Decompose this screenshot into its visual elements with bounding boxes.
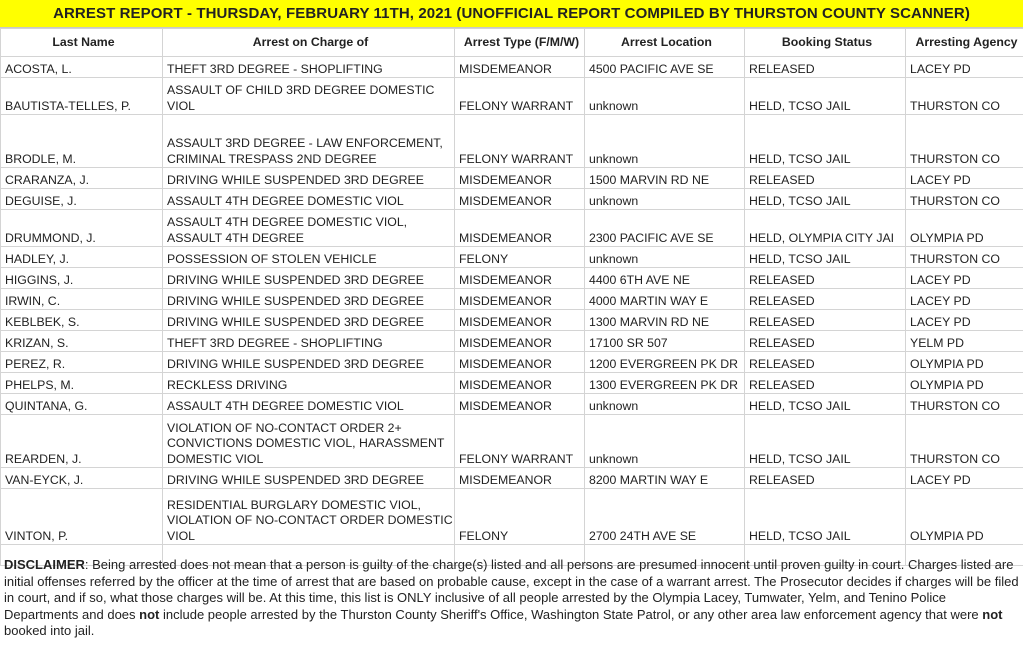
cell-arrest-type: FELONY — [455, 489, 585, 545]
cell-agency: THURSTON CO — [906, 415, 1023, 468]
cell-arrest-type: MISDEMEANOR — [455, 310, 585, 331]
table-row — [1, 115, 1023, 168]
column-header-last-name: Last Name — [1, 29, 163, 57]
cell-booking-status: HELD, TCSO JAIL — [745, 115, 906, 168]
cell-arrest-type: FELONY — [455, 247, 585, 268]
column-header-charge: Arrest on Charge of — [163, 29, 455, 57]
table-row — [1, 415, 1023, 468]
cell-last-name: IRWIN, C. — [1, 289, 163, 310]
cell-charge: RECKLESS DRIVING — [163, 373, 455, 394]
cell-agency: OLYMPIA PD — [906, 210, 1023, 247]
cell-agency: THURSTON CO — [906, 247, 1023, 268]
table-row — [1, 331, 1023, 352]
table-row — [1, 310, 1023, 331]
cell-booking-status: RELEASED — [745, 310, 906, 331]
disclaimer-text — [4, 557, 1019, 640]
table-row — [1, 352, 1023, 373]
cell-booking-status: HELD, TCSO JAIL — [745, 415, 906, 468]
column-header-agency: Arresting Agency — [906, 29, 1023, 57]
cell-location: 1300 MARVIN RD NE — [585, 310, 745, 331]
cell-last-name: KRIZAN, S. — [1, 331, 163, 352]
table-row — [1, 489, 1023, 545]
cell-location: 2300 PACIFIC AVE SE — [585, 210, 745, 247]
cell-booking-status: RELEASED — [745, 168, 906, 189]
cell-charge: POSSESSION OF STOLEN VEHICLE — [163, 247, 455, 268]
cell-agency: LACEY PD — [906, 268, 1023, 289]
cell-booking-status: RELEASED — [745, 352, 906, 373]
table-row — [1, 394, 1023, 415]
cell-booking-status: HELD, TCSO JAIL — [745, 489, 906, 545]
cell-arrest-type: MISDEMEANOR — [455, 289, 585, 310]
cell-arrest-type: MISDEMEANOR — [455, 331, 585, 352]
cell-booking-status: RELEASED — [745, 373, 906, 394]
cell-agency: OLYMPIA PD — [906, 489, 1023, 545]
cell-location: unknown — [585, 115, 745, 168]
cell-charge: DRIVING WHILE SUSPENDED 3RD DEGREE — [163, 268, 455, 289]
cell-agency: OLYMPIA PD — [906, 352, 1023, 373]
cell-charge: DRIVING WHILE SUSPENDED 3RD DEGREE — [163, 289, 455, 310]
cell-arrest-type: MISDEMEANOR — [455, 373, 585, 394]
cell-location: unknown — [585, 394, 745, 415]
cell-arrest-type: FELONY WARRANT — [455, 115, 585, 168]
cell-last-name: CRARANZA, J. — [1, 168, 163, 189]
cell-booking-status: RELEASED — [745, 289, 906, 310]
cell-last-name: QUINTANA, G. — [1, 394, 163, 415]
cell-location: unknown — [585, 189, 745, 210]
cell-last-name: VAN-EYCK, J. — [1, 468, 163, 489]
cell-charge: DRIVING WHILE SUSPENDED 3RD DEGREE — [163, 468, 455, 489]
table-row — [1, 468, 1023, 489]
table-row — [1, 168, 1023, 189]
disclaimer-emphasis-1: not — [139, 606, 160, 622]
cell-arrest-type: MISDEMEANOR — [455, 268, 585, 289]
cell-last-name: PEREZ, R. — [1, 352, 163, 373]
column-header-booking-status: Booking Status — [745, 29, 906, 57]
cell-arrest-type: FELONY WARRANT — [455, 78, 585, 115]
column-header-arrest-type: Arrest Type (F/M/W) — [455, 29, 585, 57]
cell-charge: ASSAULT 4TH DEGREE DOMESTIC VIOL — [163, 189, 455, 210]
cell-last-name: HIGGINS, J. — [1, 268, 163, 289]
table-row — [1, 247, 1023, 268]
cell-charge: ASSAULT 4TH DEGREE DOMESTIC VIOL, ASSAULT 4TH DEGREE — [163, 210, 455, 247]
cell-last-name: HADLEY, J. — [1, 247, 163, 268]
cell-charge: DRIVING WHILE SUSPENDED 3RD DEGREE — [163, 168, 455, 189]
cell-arrest-type: MISDEMEANOR — [455, 168, 585, 189]
cell-last-name: DEGUISE, J. — [1, 189, 163, 210]
table-row — [1, 189, 1023, 210]
cell-agency: OLYMPIA PD — [906, 373, 1023, 394]
cell-charge: DRIVING WHILE SUSPENDED 3RD DEGREE — [163, 352, 455, 373]
cell-last-name: DRUMMOND, J. — [1, 210, 163, 247]
cell-location: 4000 MARTIN WAY E — [585, 289, 745, 310]
disclaimer-part-1: : Being arrested does not mean that a person is guilty of the charge(s) listed and all persons are presumed innocent until proven guilty in court. Charges listed are initial offenses referred by the officer at the time of arrest that are based on probable cause, except in the case of a warrant arrest. The Prosecutor decides if charges will be filed in court, and if so, what those charges will be. At this time, this list is ONLY inclusive of all people arrested by the Olympia Lacey, Tumwater, Yelm, and Tenino Police Departments and does — [4, 557, 1019, 622]
table-row — [1, 373, 1023, 394]
cell-charge: THEFT 3RD DEGREE - SHOPLIFTING — [163, 57, 455, 78]
report-title: ARREST REPORT - THURSDAY, FEBRUARY 11TH, 2021 (UNOFFICIAL REPORT COMPILED BY THURSTON COUNTY SCANNER) — [0, 0, 1023, 28]
cell-arrest-type: MISDEMEANOR — [455, 394, 585, 415]
cell-agency: THURSTON CO — [906, 78, 1023, 115]
cell-last-name: ACOSTA, L. — [1, 57, 163, 78]
cell-booking-status: HELD, TCSO JAIL — [745, 247, 906, 268]
cell-location: 4400 6TH AVE NE — [585, 268, 745, 289]
cell-booking-status: RELEASED — [745, 57, 906, 78]
cell-agency: YELM PD — [906, 331, 1023, 352]
cell-arrest-type: FELONY WARRANT — [455, 415, 585, 468]
cell-last-name: BAUTISTA-TELLES, P. — [1, 78, 163, 115]
cell-booking-status: HELD, TCSO JAIL — [745, 78, 906, 115]
cell-location: unknown — [585, 247, 745, 268]
cell-location: unknown — [585, 78, 745, 115]
table-row — [1, 289, 1023, 310]
cell-location: 4500 PACIFIC AVE SE — [585, 57, 745, 78]
cell-arrest-type: MISDEMEANOR — [455, 210, 585, 247]
table-row — [1, 78, 1023, 115]
cell-location: 1300 EVERGREEN PK DR — [585, 373, 745, 394]
table-row — [1, 210, 1023, 247]
cell-arrest-type: MISDEMEANOR — [455, 189, 585, 210]
cell-last-name: BRODLE, M. — [1, 115, 163, 168]
cell-location: 2700 24TH AVE SE — [585, 489, 745, 545]
disclaimer-label: DISCLAIMER — [4, 557, 85, 572]
cell-booking-status: HELD, TCSO JAIL — [745, 189, 906, 210]
cell-arrest-type: MISDEMEANOR — [455, 57, 585, 78]
cell-booking-status: HELD, TCSO JAIL — [745, 394, 906, 415]
cell-location: 8200 MARTIN WAY E — [585, 468, 745, 489]
cell-agency: LACEY PD — [906, 310, 1023, 331]
cell-booking-status: RELEASED — [745, 331, 906, 352]
cell-agency: THURSTON CO — [906, 115, 1023, 168]
cell-agency: LACEY PD — [906, 168, 1023, 189]
cell-booking-status: HELD, OLYMPIA CITY JAI — [745, 210, 906, 247]
cell-charge: THEFT 3RD DEGREE - SHOPLIFTING — [163, 331, 455, 352]
cell-location: 17100 SR 507 — [585, 331, 745, 352]
cell-last-name: VINTON, P. — [1, 489, 163, 545]
cell-booking-status: RELEASED — [745, 468, 906, 489]
cell-agency: LACEY PD — [906, 289, 1023, 310]
arrest-table — [0, 28, 1023, 566]
cell-arrest-type: MISDEMEANOR — [455, 468, 585, 489]
cell-last-name: KEBLBEK, S. — [1, 310, 163, 331]
column-header-location: Arrest Location — [585, 29, 745, 57]
disclaimer-emphasis-2: not — [982, 606, 1003, 622]
cell-last-name: REARDEN, J. — [1, 415, 163, 468]
cell-agency: THURSTON CO — [906, 189, 1023, 210]
cell-booking-status: RELEASED — [745, 268, 906, 289]
cell-agency: LACEY PD — [906, 57, 1023, 78]
cell-charge: ASSAULT 3RD DEGREE - LAW ENFORCEMENT, CRIMINAL TRESPASS 2ND DEGREE — [163, 115, 455, 168]
disclaimer-part-2: include people arrested by the Thurston County Sheriff's Office, Washington State Patrol, or any other area law enforcement agency that were — [159, 606, 983, 622]
cell-charge: ASSAULT 4TH DEGREE DOMESTIC VIOL — [163, 394, 455, 415]
disclaimer-part-3: booked into jail. — [4, 623, 95, 639]
table-row — [1, 57, 1023, 78]
cell-charge: DRIVING WHILE SUSPENDED 3RD DEGREE — [163, 310, 455, 331]
table-row — [1, 268, 1023, 289]
cell-charge: VIOLATION OF NO-CONTACT ORDER 2+ CONVICTIONS DOMESTIC VIOL, HARASSMENT DOMESTIC VIOL — [163, 415, 455, 468]
header-row — [1, 29, 1023, 57]
cell-last-name: PHELPS, M. — [1, 373, 163, 394]
cell-location: 1200 EVERGREEN PK DR — [585, 352, 745, 373]
cell-charge: RESIDENTIAL BURGLARY DOMESTIC VIOL, VIOLATION OF NO-CONTACT ORDER DOMESTIC VIOL — [163, 489, 455, 545]
cell-agency: LACEY PD — [906, 468, 1023, 489]
cell-location: unknown — [585, 415, 745, 468]
cell-agency: THURSTON CO — [906, 394, 1023, 415]
table-body — [1, 57, 1023, 566]
cell-arrest-type: MISDEMEANOR — [455, 352, 585, 373]
cell-charge: ASSAULT OF CHILD 3RD DEGREE DOMESTIC VIOL — [163, 78, 455, 115]
cell-location: 1500 MARVIN RD NE — [585, 168, 745, 189]
